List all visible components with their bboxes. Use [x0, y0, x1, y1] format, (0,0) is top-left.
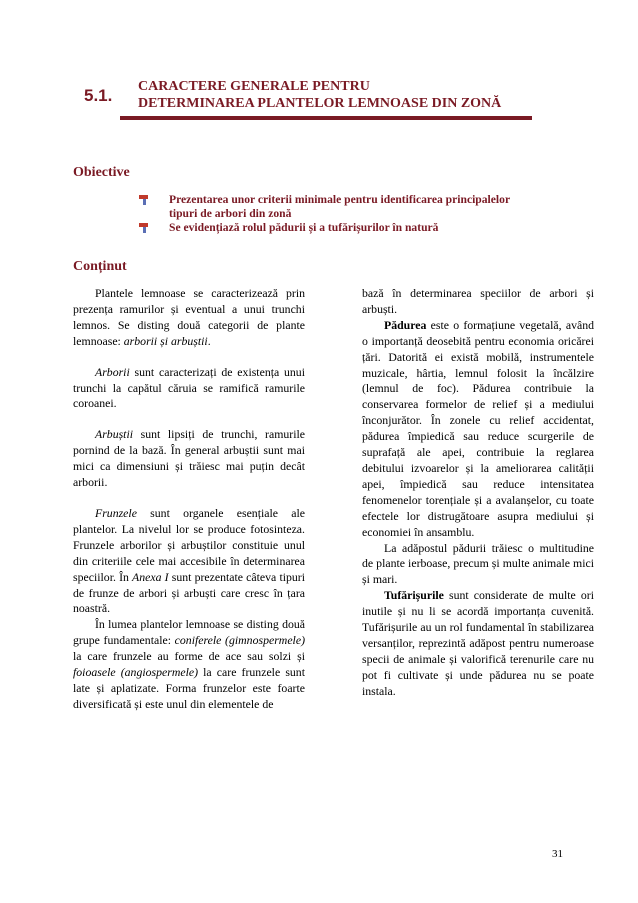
content-heading: Conținut	[73, 259, 127, 274]
paragraph-plants: Plantele lemnoase se caracterizează prin prezența ramurilor și eventual a unui trunchi lemnos. Se disting două categorii de plante lemnoase: arborii și arbuștii.	[73, 286, 305, 348]
content-column-left	[73, 286, 305, 713]
paragraph-continuation: bază în determinarea speciilor de arbori și arbuști.	[362, 286, 594, 316]
paragraph-forest: Pădurea este o formațiune vegetală, având o importanță deosebită pentru economia oricărei țări. Datorită ei există mobilă, instrumentele muzicale, hârtia, lemnul folosit la încălzire (lemnul de foc). Pădurea contribuie la conservarea formelor de relief și a mediului înconjurător. În zonele cu relief accidentat, pădurea împiedică sau reduce scurgerile de suprafață ale apei, contribuie la reglarea debitului izvoarelor și la ameliorarea calității apei, împiedică sau reduce intensitatea fenomenelor torențiale și a avalanșelor, cu toate efectele lor distrugătoare asupra mediului și economiei în ansamblu.	[362, 317, 594, 539]
paragraph-trees: Arborii sunt caracterizați de existența unui trunchi la capătul căruia se ramifică ramurile coroanei.	[73, 364, 305, 411]
section-title-line1: CARACTERE GENERALE PENTRU	[138, 79, 370, 94]
page-number: 31	[552, 848, 563, 860]
objectives-heading: Obiective	[73, 165, 130, 180]
hammer-bullet-icon	[136, 222, 154, 234]
title-underline	[120, 116, 532, 120]
section-number: 5.1.	[84, 86, 113, 105]
paragraph-shrubs: Arbuștii sunt lipsiți de trunchi, ramurile pornind de la bază. În general arbuștii sunt mai mici ca dimensiuni și trăiesc mai puțin decât arborii.	[73, 427, 305, 490]
content-column-right	[362, 286, 594, 700]
section-title	[138, 78, 538, 112]
paragraph-forest-shelter: La adăpostul pădurii trăiesc o multitudine de plante ierboase, precum și multe animale mici și mari.	[362, 540, 594, 587]
objective-item-1-line1: Prezentarea unor criterii minimale pentru identificarea principalelor	[169, 193, 511, 206]
section-title-line2: DETERMINAREA PLANTELOR LEMNOASE DIN ZONĂ	[138, 96, 502, 111]
paragraph-groups: În lumea plantelor lemnoase se disting două grupe fundamentale: coniferele (gimnospermele) la care frunzele au forme de ace sau solzi și foioasele (angiospermele) la care frunzele sunt late și aplatizate. Forma frunzelor este foarte diversificată și este unul din elementele de	[73, 617, 305, 711]
objective-item-2-line1: Se evidențiază rolul pădurii și a tufărișurilor în natură	[169, 221, 439, 234]
paragraph-leaves: Frunzele sunt organele esențiale ale plantelor. La nivelul lor se produce fotosinteza. Frunzele arborilor și arbuștilor constituie unul din criteriile cele mai accesibile în determinarea speciilor. În Anexa I sunt prezentate câteva tipuri de frunze de arbori și arbuști care cresc în țara noastră.	[73, 505, 305, 616]
paragraph-thickets: Tufărișurile sunt considerate de multe ori inutile și nu li se acordă importanța cuvenită. Tufărișurile au un rol fundamental în stabilizarea versanților, reprezintă adăpost pentru numeroase specii de animale și valorifică terenurile care nu pot fi cultivate și unde pădurea nu se poate instala.	[362, 588, 594, 698]
objective-item-1-line2: tipuri de arbori din zonă	[169, 207, 292, 220]
hammer-bullet-icon	[136, 194, 154, 206]
